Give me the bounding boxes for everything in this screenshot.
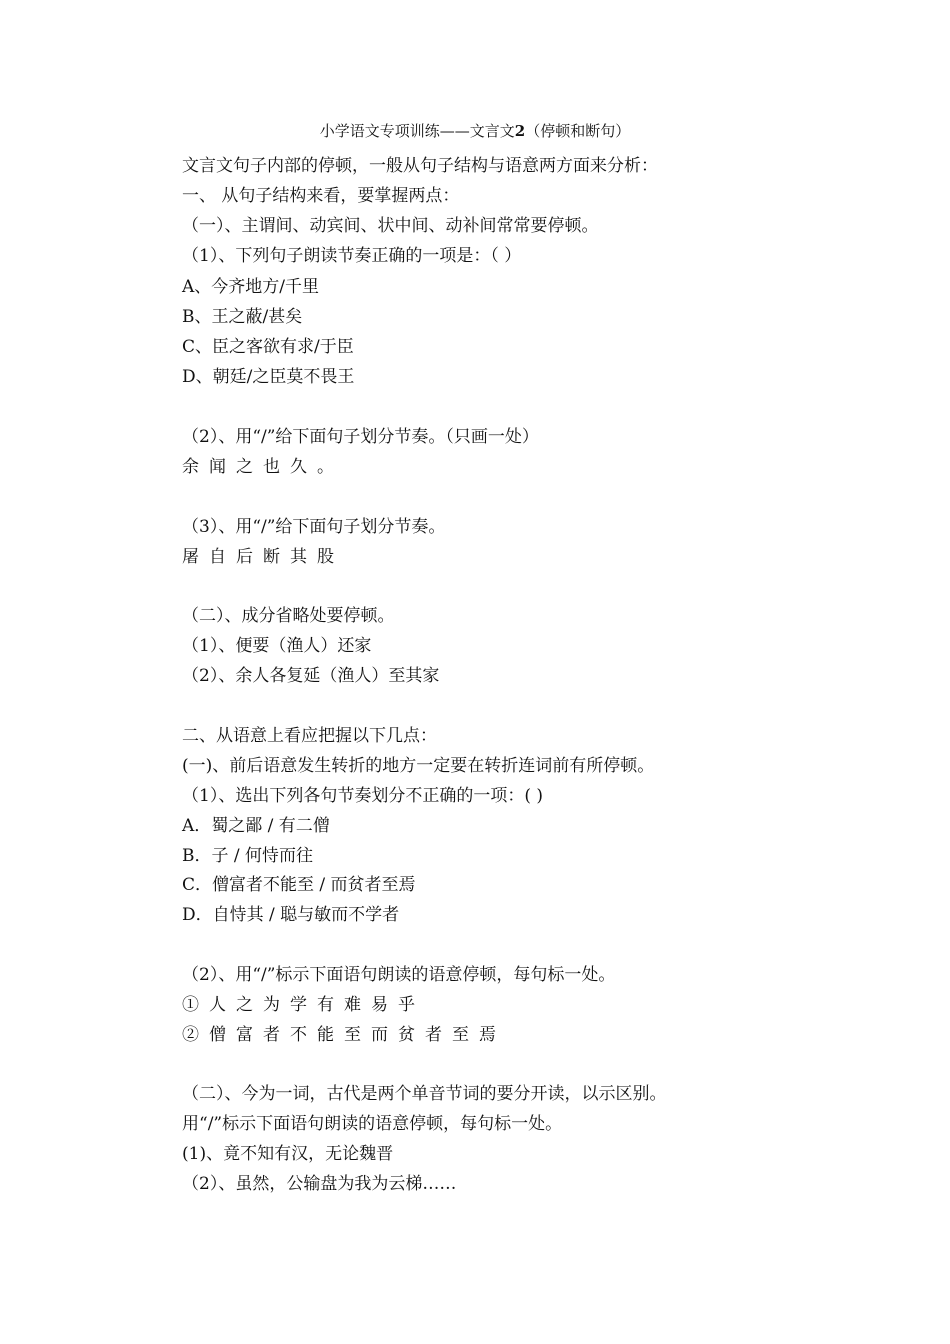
title-suffix: （停顿和断句） [525,122,631,140]
subsection-heading: （二）、今为一词，古代是两个单音节词的要分开读，以示区别。 [182,1084,667,1104]
example-line: （2）、余人各复延（渔人）至其家 [182,666,440,686]
exercise-sentence: (1)、竟不知有汉，无论魏晋 [182,1144,394,1164]
title-number: 2 [514,122,526,140]
option-c: C、臣之客欲有求/于臣 [182,337,354,357]
title-prefix: 小学语文专项训练——文言文 [319,122,515,140]
subsection-heading: （二）、成分省略处要停顿。 [182,606,395,626]
option-a: A、今齐地方/千里 [182,277,320,297]
question-line: （2）、用“/”给下面句子划分节奏。（只画一处） [182,427,539,447]
option-d: D．自恃其 / 聪与敏而不学者 [182,905,400,925]
exercise-sentence: ①人之为学有难易乎 [182,995,425,1015]
section-heading-2: 二、从语意上看应把握以下几点： [182,726,437,746]
option-c: C．僧富者不能至 / 而贫者至焉 [182,875,416,895]
instruction-line: 用“/”标示下面语句朗读的语意停顿，每句标一处。 [182,1114,563,1134]
question-line: （1）、选出下列各句节奏划分不正确的一项：( ) [182,786,543,806]
subsection-heading: (一)、前后语意发生转折的地方一定要在转折连词前有所停顿。 [182,756,655,776]
exercise-sentence: ②僧富者不能至而贫者至焉 [182,1025,506,1045]
option-a: A．蜀之鄙 / 有二僧 [182,816,330,836]
example-line: （1）、便要（渔人）还家 [182,636,372,656]
option-b: B．子 / 何恃而往 [182,846,314,866]
exercise-sentence: 余闻之也久。 [182,457,344,477]
subsection-heading: （一）、主谓间、动宾间、状中间、动补间常常要停顿。 [182,216,599,236]
section-heading-1: 一、 从句子结构来看，要掌握两点： [182,186,460,206]
option-d: D、朝廷/之臣莫不畏王 [182,367,355,387]
exercise-sentence: （2）、虽然，公输盘为我为云梯…… [182,1174,457,1194]
exercise-sentence: 屠自后断其股 [182,547,344,567]
question-line: （2）、用“/”标示下面语句朗读的语意停顿，每句标一处。 [182,965,616,985]
question-line: （1）、下列句子朗读节奏正确的一项是：（ ） [182,246,522,266]
document-title [0,121,950,141]
question-line: （3）、用“/”给下面句子划分节奏。 [182,517,446,537]
intro-line: 文言文句子内部的停顿，一般从句子结构与语意两方面来分析： [182,156,658,176]
option-b: B、王之蔽/甚矣 [182,307,303,327]
